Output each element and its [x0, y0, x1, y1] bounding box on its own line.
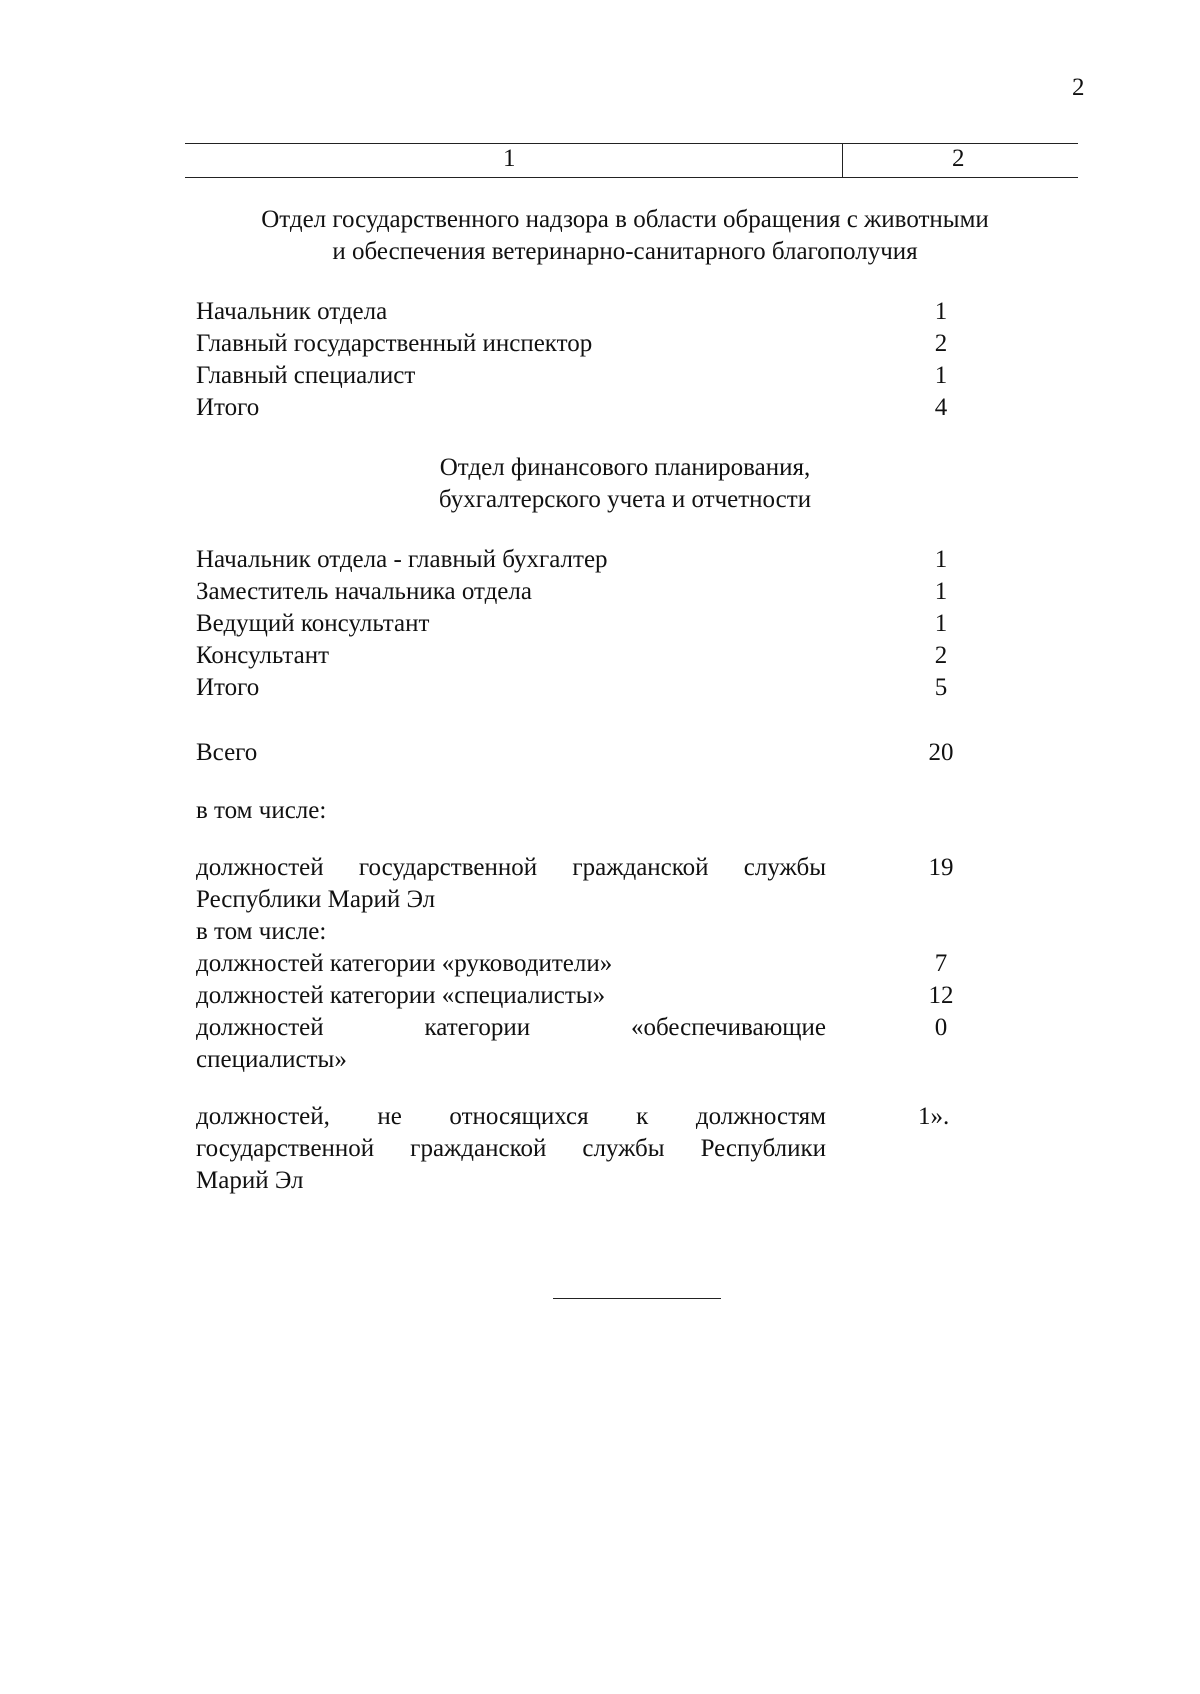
- category-row: [196, 980, 976, 1012]
- column-header-2: 2: [952, 145, 965, 172]
- row-label: Начальник отдела: [196, 298, 388, 325]
- row-value: 1: [934, 298, 948, 325]
- section2-title-line1: Отдел финансового планирования,: [439, 454, 811, 481]
- section2-row: [196, 672, 976, 704]
- column-header-1: 1: [503, 145, 516, 172]
- row-label: Заместитель начальника отдела: [196, 578, 532, 605]
- row-label: Начальник отдела - главный бухгалтер: [196, 546, 608, 573]
- total-value: 20: [928, 739, 954, 766]
- row-value: 4: [934, 394, 948, 421]
- category-value: 7: [934, 950, 948, 977]
- row-label: Главный специалист: [196, 362, 416, 389]
- row-label: Ведущий консультант: [196, 610, 430, 637]
- row-label: Итого: [196, 674, 260, 701]
- row-label: Консультант: [196, 642, 330, 669]
- support-category-line2: специалисты»: [196, 1046, 347, 1073]
- section1-title-line2: и обеспечения ветеринарно-санитарного благополучия: [332, 238, 918, 265]
- section1-row: [196, 392, 976, 424]
- row-value: 2: [934, 330, 948, 357]
- row-label: Главный государственный инспектор: [196, 330, 593, 357]
- row-value: 5: [934, 674, 948, 701]
- row-label: Итого: [196, 394, 260, 421]
- civil-service-line1: должностей государственной гражданской службы: [196, 854, 826, 881]
- section2-row: [196, 608, 976, 640]
- closing-rule: [553, 1298, 721, 1299]
- category-value: 12: [928, 982, 954, 1009]
- section2-row: [196, 544, 976, 576]
- section1-title: [185, 204, 1065, 268]
- page-number: 2: [1072, 74, 1085, 101]
- row-value: 1: [934, 362, 948, 389]
- section1-title-line1: Отдел государственного надзора в области обращения с животными: [261, 206, 989, 233]
- table-header-divider: [842, 143, 843, 177]
- non-civil-line3: Марий Эл: [196, 1167, 304, 1194]
- row-value: 1: [934, 546, 948, 573]
- non-civil-value: 1».: [918, 1103, 950, 1130]
- support-category-value: 0: [934, 1014, 948, 1041]
- total-row: [196, 737, 976, 769]
- section2-row: [196, 640, 976, 672]
- non-civil-line1: должностей, не относящихся к должностям: [196, 1103, 826, 1130]
- category-label: должностей категории «специалисты»: [196, 982, 606, 1009]
- section2-row: [196, 576, 976, 608]
- including-text: в том числе:: [196, 797, 327, 824]
- civil-service-line2: Республики Марий Эл: [196, 886, 436, 913]
- section2-title: [185, 452, 1065, 516]
- including-label-1: [196, 795, 976, 827]
- total-label: Всего: [196, 739, 258, 766]
- row-value: 1: [934, 610, 948, 637]
- including-label-2: в том числе:: [196, 918, 327, 945]
- section1-row: [196, 296, 976, 328]
- non-civil-line2: государственной гражданской службы Республики: [196, 1135, 826, 1162]
- section2-title-line2: бухгалтерского учета и отчетности: [438, 486, 812, 513]
- table-header-top-rule: [185, 143, 1078, 144]
- section1-row: [196, 360, 976, 392]
- row-value: 1: [934, 578, 948, 605]
- category-label: должностей категории «руководители»: [196, 950, 613, 977]
- civil-service-value: 19: [928, 854, 954, 881]
- section1-row: [196, 328, 976, 360]
- support-category-line1: должностей категории «обеспечивающие: [196, 1014, 826, 1041]
- table-header-bottom-rule: [185, 177, 1078, 178]
- row-value: 2: [934, 642, 948, 669]
- category-row: [196, 948, 976, 980]
